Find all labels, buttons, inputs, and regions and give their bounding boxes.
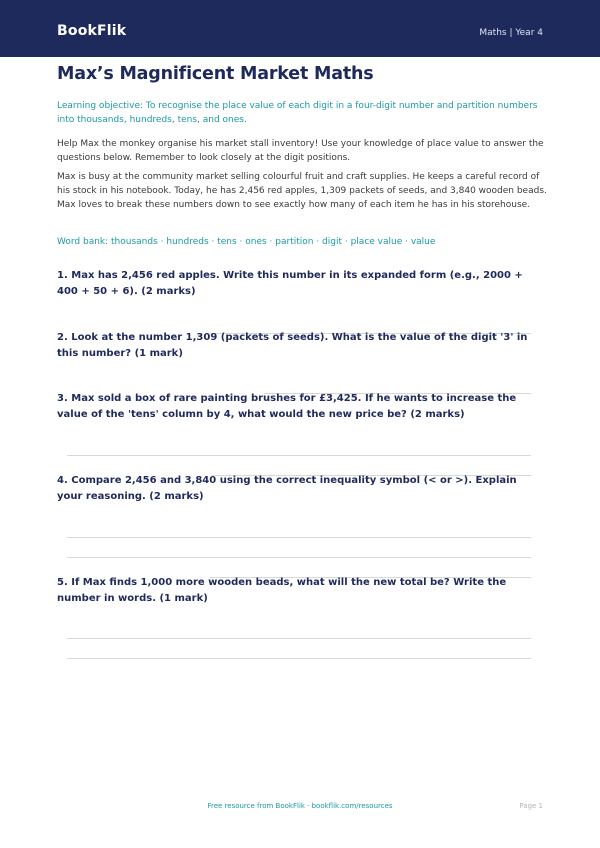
brand-logo[interactable]: BookFlik [57,23,127,39]
subject-year-label: Maths | Year 4 [479,28,543,38]
question-5: 5. If Max finds 1,000 more wooden beads, what will the new total be? Write the number in words. (1 mark) [57,577,507,604]
answer-line [67,638,531,639]
word-bank: Word bank: thousands · hundreds · tens · ones · partition · digit · place value · value [57,237,436,247]
page-number: Page 1 [519,802,543,810]
learning-objective: Learning objective: To recognise the place value of each digit in a four-digit number and partition numbers into thousands, hundreds, tens, and ones. [57,101,538,125]
question-4: 4. Compare 2,456 and 3,840 using the correct inequality symbol (< or >). Explain your reasoning. (2 marks) [57,475,517,502]
answer-line [67,537,531,538]
question-1: 1. Max has 2,456 red apples. Write this number in its expanded form (e.g., 2000 + 400 + 50 + 6). (2 marks) [57,270,523,297]
answer-line [67,455,531,456]
header-bar [0,0,600,57]
story-paragraph: Max is busy at the community market selling colourful fruit and craft supplies. He keeps a careful record of his stock in his notebook. Today, he has 2,456 red apples, 1,309 packets of seeds, and 3,840 wooden beads. Max loves to break these numbers down to see exactly how many of each item he has in his storehouse. [57,172,547,210]
question-2: 2. Look at the number 1,309 (packets of seeds). What is the value of the digit '3' in this number? (1 mark) [57,332,528,359]
page-title: Max’s Magnificent Market Maths [57,64,374,84]
question-3: 3. Max sold a box of rare painting brushes for £3,425. If he wants to increase the value of the 'tens' column by 4, what would the new price be? (2 marks) [57,393,517,420]
intro-paragraph: Help Max the monkey organise his market stall inventory! Use your knowledge of place value to answer the questions below. Remember to look closely at the digit positions. [57,139,544,163]
answer-line [67,557,531,558]
answer-line [67,658,531,659]
footer-credit[interactable]: Free resource from BookFlik · bookflik.com/resources [207,802,393,810]
